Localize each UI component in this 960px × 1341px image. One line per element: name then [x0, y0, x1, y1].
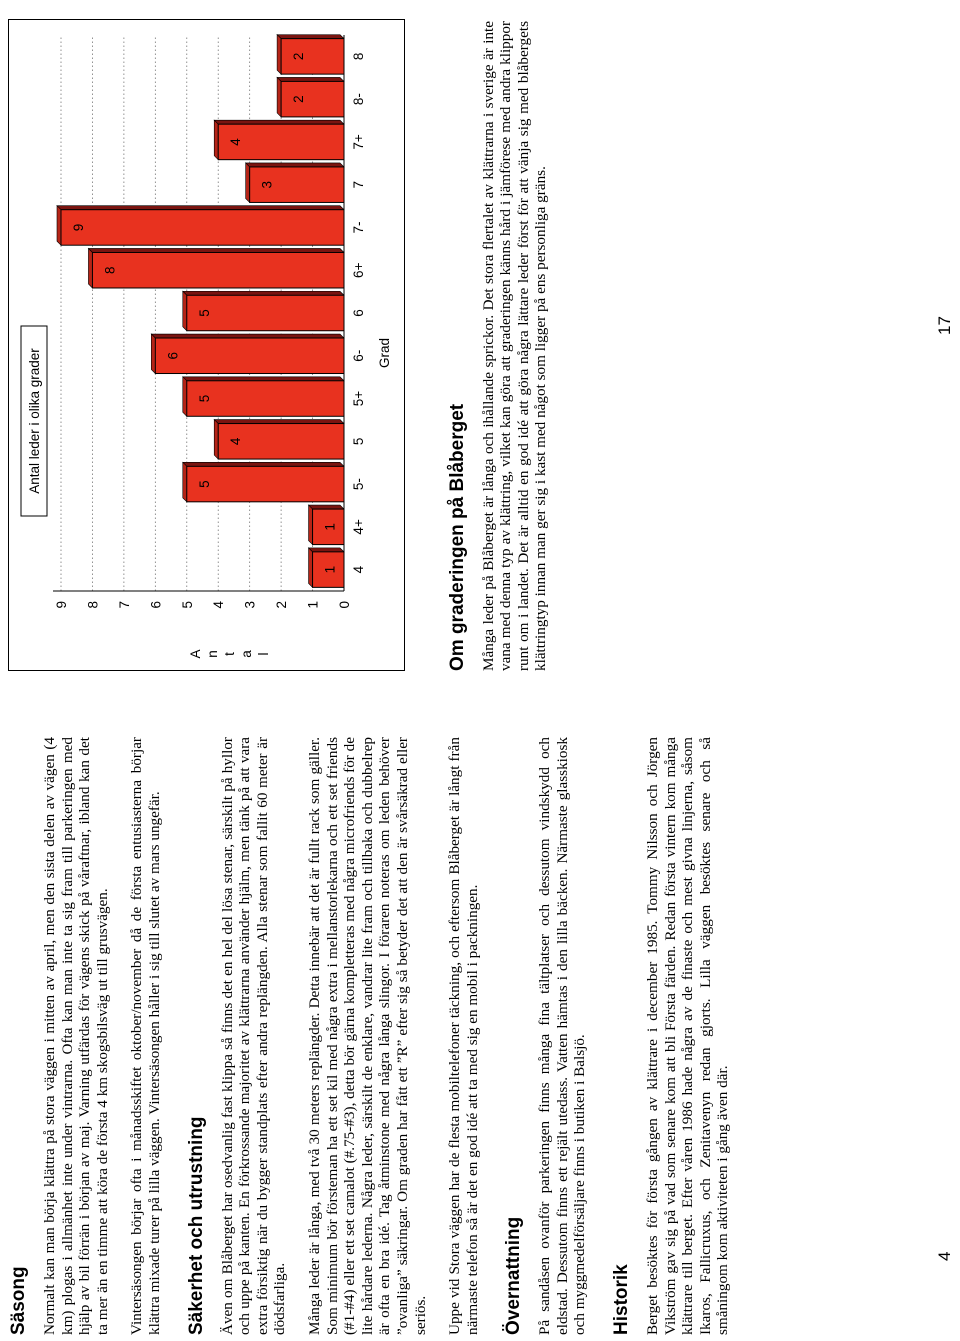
- bar-value-label: 1: [322, 565, 338, 574]
- x-tick-label: 5-: [351, 478, 366, 491]
- paragraph: Berget besöktes för första gången av klättrare i december 1985. Tommy Nilsson och Jörgen Vikström gav sig på vad som senare kom att bli Första färden. Redan första vintern kom många klättrare till berget. Efter våren 1986 hade några av de finaste och mest givna linjerna, såsom Ikaros, Fallicruxus, och Zenitavenyn redan gjorts. Lilla väggen besöktes senare och så småningom kom aktiviteten i gång även där.: [644, 737, 732, 1335]
- bar-value-label: 4: [228, 138, 244, 146]
- bar-side: [214, 120, 344, 124]
- bar-top: [246, 163, 250, 202]
- bar-top: [309, 548, 313, 587]
- y-tick-label: 3: [242, 601, 258, 609]
- x-tick-label: 6+: [351, 262, 366, 278]
- paragraph: På sandåsen ovanför parkeringen finns många fina tältplatser och dessutom vindskydd och eldstad. Dessutom finns ett rejält utedass. Vatten hämtas i den lilla bäcken. Närmaste glasskiosk och myggmedelförsäljare finns i butiken i Balsjö.: [536, 737, 589, 1335]
- bar-side: [183, 377, 344, 381]
- bar-top: [309, 505, 313, 544]
- bar-side: [214, 420, 344, 424]
- y-tick-label: 8: [85, 601, 101, 609]
- section-heading: Säsong: [8, 1266, 29, 1335]
- bar: [92, 252, 344, 287]
- bar: [61, 210, 344, 245]
- bar-side: [57, 206, 344, 210]
- section-heading: Historik: [611, 1264, 633, 1335]
- section-overnattning: [503, 737, 589, 1335]
- paragraph: Även om Blåberget har osedvanlig fast klippa så finns det en hel del lösa stenar, särskilt på hyllor och uppe på kanten. En förkrossande majoritet av klättrarna använder hjälm, men tänk på att vara extra försiktig när du bygger standplats efter andra replängden. Alla stenar som fallit 60 meter är dödsfarliga.: [218, 737, 289, 1335]
- bar-top: [183, 291, 187, 330]
- x-tick-label: 7: [351, 180, 366, 189]
- bar-side: [309, 548, 344, 552]
- y-axis-label-letter: a: [239, 650, 254, 658]
- section-heading: Om graderingen på Blåberget: [447, 403, 468, 671]
- page-number-right: 17: [935, 316, 954, 335]
- paragraph: Vintersäsongen börjar ofta i månadsskiftet oktober/november då de första entusiasterna börjar klättra mixade turer på lilla väggen. Vintersäsongen håller i sig till slutet av mars ungefär.: [128, 737, 163, 1335]
- x-axis-label: Grad: [377, 337, 392, 369]
- y-tick-label: 5: [179, 601, 195, 609]
- bar-side: [309, 505, 344, 509]
- y-tick-label: 1: [305, 601, 321, 609]
- x-tick-label: 8: [351, 52, 366, 61]
- x-tick-label: 4+: [351, 519, 366, 535]
- y-axis-label-letter: A: [188, 649, 203, 659]
- chart-title: Antal leder i olika grader: [27, 348, 42, 494]
- chart-svg: [9, 20, 404, 670]
- x-tick-label: 5: [351, 437, 366, 446]
- section-heading: Övernattning: [503, 1216, 525, 1335]
- y-axis-label-letter: t: [222, 652, 237, 656]
- bar-side: [183, 462, 344, 466]
- bar-side: [151, 334, 344, 338]
- bar-side: [277, 35, 344, 39]
- bar-value-label: 2: [291, 95, 307, 103]
- right-page-column: [8, 21, 567, 671]
- page-number-left: 4: [935, 1251, 954, 1261]
- bar-side: [88, 248, 344, 252]
- y-tick-label: 9: [54, 601, 69, 609]
- bar-value-label: 5: [196, 394, 212, 403]
- section-sasong: [8, 737, 164, 1335]
- paragraph: Normalt kan man börja klättra på stora väggen i mitten av april, men den sista delen av vägen (4 km) plogas i allmänhet inte under vintrarna. Ofta kan man inte ta sig fram till parkeringen med hjälp av bil förrän i början av maj. Varning utfärdas för vägens skick på våraftnar, ibland kan det ta mer än en timme att köra de första 4 km skogsbilsväg ut till grusvägen.: [41, 737, 111, 1335]
- bar-side: [277, 77, 344, 81]
- bar: [155, 338, 344, 373]
- bar-top: [214, 420, 218, 459]
- bar-top: [183, 462, 187, 501]
- x-tick-label: 5+: [351, 390, 366, 407]
- bar-top: [57, 206, 61, 245]
- x-tick-label: 7-: [351, 221, 366, 234]
- paragraph: Många leder på Blåberget är långa och ihållande sprickor. Det stora flertalet av klättrarna i sverige är inte vana med denna typ av klättring, vilket kan göra att graderingen känns hård i jämförese med andra klippor runt om i landet. Det är alltid en god idé att göra några lättare leder först för att vänja sig med blåbergets klättringtyp innan man ger sig i kast med något som ligger på ens personliga gräns.: [480, 21, 550, 671]
- y-tick-label: 4: [211, 601, 227, 609]
- section-sakerhet: [186, 737, 482, 1335]
- bar-top: [277, 77, 281, 116]
- x-tick-label: 8-: [351, 93, 366, 106]
- bar-value-label: 2: [291, 52, 307, 61]
- bar-top: [88, 248, 92, 287]
- section-heading: Säkerhet och utrustning: [185, 1116, 207, 1335]
- bar-side: [246, 163, 344, 167]
- bar-value-label: 3: [259, 180, 275, 189]
- x-tick-label: 6: [351, 309, 366, 317]
- x-tick-label: 6-: [351, 349, 366, 362]
- paragraph: Många leder är långa, med två 30 meters replängder. Detta innebär att det är fullt rack som gäller. Som minimum bör förstеman ha ett set kil med några extra i mellanstorlekarna och ett set friends (#1-#4) eller ett set camalot (#.75-#3), detta bör gärna kompletteras med några microfriends för de lite hårdare lederna. Några leder, särskilt de enklare, vandrar lite fram och tillbaka och dubbelrep är ofta en bra idé. Tag åtminstone med några långa slingor. I föraren noteras om leden behöver ”ovanliga” säkringar. Om graden har fått ett ”R” efter sig så betyder det att den är svårsäkrad eller seriös.: [305, 737, 429, 1335]
- bar-value-label: 4: [228, 437, 244, 446]
- bar-value-label: 5: [196, 309, 212, 317]
- paragraph: Uppe vid Stora väggen har de flesta mobiltelefoner täckning, och eftersom Blåberget är långt från närmaste telefon så är det en god idé att ta med sig en mobil i packningen.: [446, 737, 481, 1335]
- bar-value-label: 1: [322, 523, 338, 531]
- bar-top: [214, 120, 218, 159]
- bar-top: [183, 377, 187, 416]
- bar-value-label: 8: [102, 266, 118, 274]
- section-gradering: [447, 21, 550, 671]
- section-historik: [611, 737, 732, 1335]
- bar-value-label: 6: [165, 352, 181, 360]
- x-tick-label: 4: [351, 565, 366, 574]
- x-tick-label: 7+: [351, 134, 366, 150]
- y-axis-label-letter: l: [256, 652, 271, 656]
- left-page-column: [8, 737, 754, 1335]
- y-tick-label: 6: [148, 601, 164, 609]
- y-axis-label-letter: n: [205, 650, 220, 658]
- bar-side: [183, 291, 344, 295]
- grade-chart: [8, 19, 405, 671]
- y-tick-label: 7: [116, 601, 132, 609]
- bar-value-label: 9: [71, 223, 86, 232]
- bar-top: [151, 334, 155, 373]
- bar-top: [277, 35, 281, 74]
- bar-value-label: 5: [196, 480, 212, 488]
- y-tick-label: 2: [274, 601, 290, 609]
- y-tick-label: 0: [337, 601, 352, 609]
